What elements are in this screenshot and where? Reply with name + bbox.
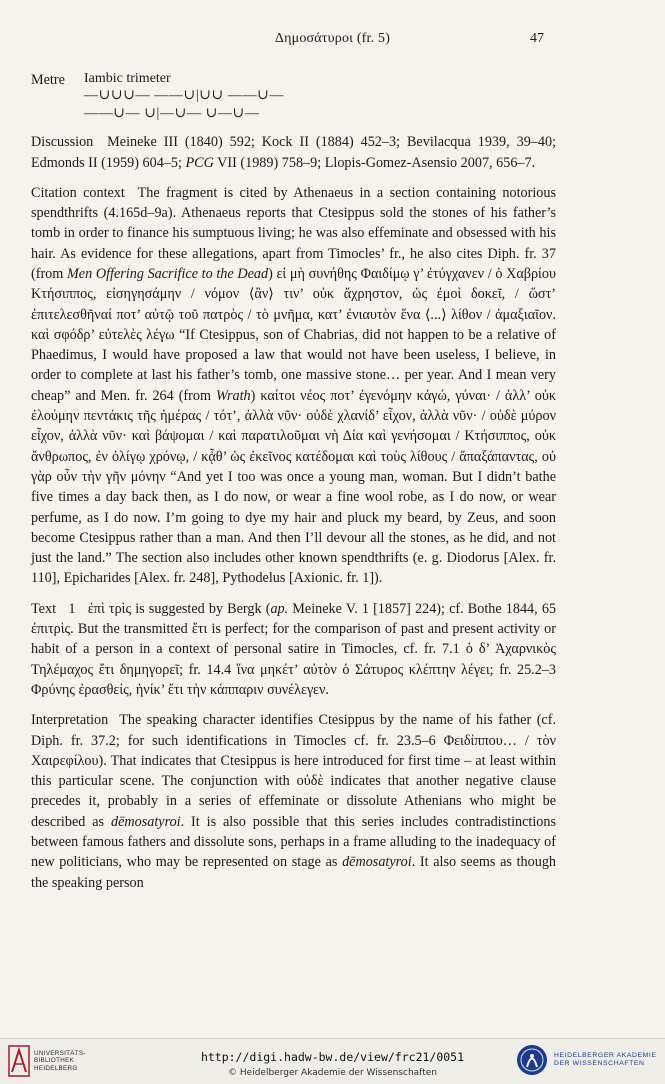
academy-name: [554, 1052, 657, 1069]
discussion-label: Discussion: [31, 134, 94, 151]
academy-name-line-1: HEIDELBERGER AKADEMIE: [554, 1051, 657, 1059]
metre-type: Iambic trimeter: [84, 71, 171, 86]
citation-label: Citation context: [31, 184, 125, 201]
academy-logo[interactable]: [515, 1042, 657, 1078]
interpretation-term-1: dēmosatyroi: [110, 813, 181, 830]
interpretation-text-1: The speaking character identifies Ctesippus by the name of his father (cf. Diph. fr. 37.2; for such identifications in Timocles cf. fr. 23.5–6 Φειδίππου… / τὸν Χαιρεφίλου). That indicates that Ctesippus is here introduced for first time – at least within this particular scene. The conjunction with οὐδὲ indicates that another negative clause precedes it, probably in a series of effeminate or dissolute Athenians who might be described as: [31, 712, 556, 830]
commentary-body: [31, 70, 556, 903]
citation-title-1: Men Offering Sacrifice to the Dead: [66, 266, 269, 282]
interpretation-text-2: . It is also possible that this series includes contradistinctions between famous fathers and dissolute sons, perhaps in a frame alluding to the inadequacy of new politicians, who may be represented on stage as: [31, 813, 556, 871]
discussion-text: Meineke III (1840) 592; Kock II (1884) 452–3; Bevilacqua 1939, 39–40; Edmonds II (1959) 604–5;: [31, 134, 557, 171]
interpretation-label: Interpretation: [31, 712, 109, 729]
interpretation-section: [31, 710, 556, 893]
interpretation-term-2: dēmosatyroi: [342, 854, 412, 871]
library-name-line-3: HEIDELBERG: [34, 1064, 78, 1072]
metre-label: Metre: [31, 72, 65, 88]
library-name-line-1: UNIVERSITÄTS-: [34, 1050, 86, 1058]
metre-section: [31, 70, 556, 122]
library-name-line-2: BIBLIOTHEK: [34, 1057, 75, 1065]
citation-text-2: ) εἰ μὴ συνήθης Φαιδίμῳ γ’ ἐτύγχανεν / ὁ Χαβρίου Κτήσιππος, εἰσηγησάμην / νόμον ⟨ἂν⟩ τιν’ οὐκ ἄχρηστον, ὡς ἐμοὶ δοκεῖ, / ὥστ’ ἐπιτελεσθῆναί ποτ’ αὐτῷ τοῦ πατρὸς / τὸ μνῆμα, κατ’ ἐνιαυτὸν ἕνα ⟨...⟩ λίθον / ἁμαξιαῖον. καὶ σφόδρ’ εὐτελὲς λέγω “If Ctesippus, son of Chabrias, did not happen to be a relative of Phaedimus, I would have proposed a law that would not have been useless, I believe, in order to complete at last his father’s tomb, one massive stone… per year. And I mean very cheap” and Men. fr. 264 (from: [31, 266, 556, 404]
text-label: Text: [31, 600, 57, 617]
metre-line-1: —∪∪∪— ——∪|∪∪ ——∪—: [84, 88, 285, 104]
interpretation-text-3: . It also seems as though the speaking person: [31, 854, 557, 891]
citation-text-1: The fragment is cited by Athenaeus in a section containing notorious spendthrifts (4.165d–9a). Athenaeus reports that Ctesippus sold the stones of his father’s tomb in order to finance his sumptuous living; he was also effeminate and obsessed with his hair. As evidence for these allegations, apart from Timocles’ fr., he also cites Diph. fr. 37 (from: [31, 184, 557, 282]
metre-scheme: [84, 70, 284, 122]
text-section: [31, 599, 556, 700]
text-ap: ap.: [270, 600, 289, 617]
copyright-notice: © Heidelberger Akademie der Wissenschaften: [228, 1068, 437, 1078]
page-number: 47: [530, 31, 544, 46]
text-note-2: Meineke V. 1 [1857] 224); cf. Bothe 1844, 65 ἐπιτρὶς. But the transmitted ἔτι is perfect; for the comparison of past and present activity or habit of a person in a context of personal satire in Timocles, cf. fr. 7.1 ὁ δ’ Ἀχαρνικὸς Τηλέμαχος ἔτι δημηγορεῖ; fr. 14.4 ἵνα μηκέτ’ αὐτὸν ὁ Σάτυρος κλέπτην λέγει; fr. 25.2–3 Φρύνης ἐρασθείς, ἡνίκ’ ἔτι τὴν κάππαριν συνέλεγεν.: [31, 600, 557, 698]
discussion-section: [31, 132, 556, 173]
citation-context-section: [31, 183, 556, 589]
text-lemma-number: 1: [68, 600, 76, 617]
citation-title-2: Wrath: [215, 387, 251, 404]
text-note-1: ἐπὶ τρὶς is suggested by Bergk (: [87, 600, 271, 617]
discussion-pcg: PCG: [185, 154, 214, 171]
permalink-url[interactable]: http://digi.hadw-bw.de/view/frc21/0051: [200, 1050, 465, 1064]
academy-seal-icon: [515, 1042, 549, 1078]
metre-line-2: ——∪— ∪|—∪— ∪—∪—: [84, 105, 260, 121]
running-header-title: Δημοσάτυροι (fr. 5): [274, 31, 391, 46]
academy-name-line-2: DER WISSENSCHAFTEN: [554, 1060, 645, 1067]
viewer-footer: [0, 1038, 665, 1084]
discussion-text-2: VII (1989) 758–9; Llopis-Gomez-Asensio 2007, 656–7.: [213, 154, 536, 171]
citation-text-3: ) καίτοι νέος ποτ’ ἐγενόμην κἀγώ, γύναι· / ἀλλ’ οὐκ ἐλούμην πεντάκις τῆς ἡμέρας / τότ’, ἀλλὰ νῦν· οὐδὲ χλανίδ’ εἶχον, ἀλλὰ νῦν· / οὐδὲ μύρον εἶχον, ἀλλὰ νῦν· καὶ βάψομαι / καὶ παρατιλοῦμαι νὴ Δία καὶ γενήσομαι / Κτήσιππος, οὐκ ἄνθρωπος, ἐν ὀλίγῳ χρόνῳ, / κᾆθ’ ὡς ἐκεῖνος κατέδομαι καὶ τοὺς λίθους / ἅπαξάπαντας, οὐ γὰρ οὖν τὴν γῆν μόνην “And yet I too was once a young man, woman. But I didn’t bathe five times a day back then, as I do now, or wear a fine wool robe, as I do now, or wear perfume, as I do now. I’m going to dye my hair and pluck my beard, by Zeus, and soon become Ctesippus rather than a man. And then I’ll devour all the stones, as he did, and not just the land.” The section also includes other known spendthrifts (e. g. Diodorus [Alex. fr. 110], Epicharides [Alex. fr. 248], Pythodelus [Axionic. fr. 1]).: [31, 387, 556, 587]
